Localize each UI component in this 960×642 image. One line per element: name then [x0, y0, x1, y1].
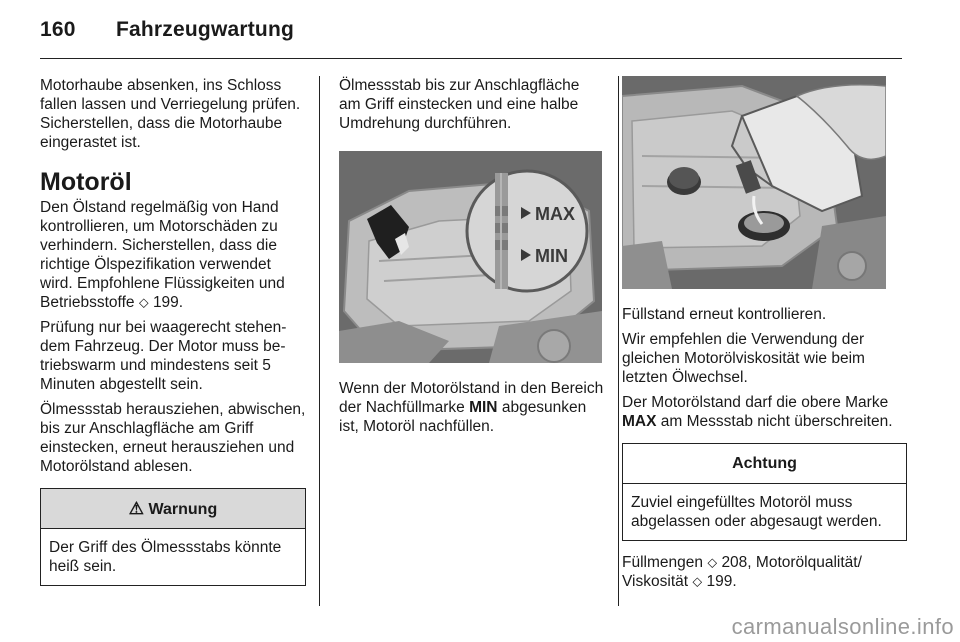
- page-reference-link[interactable]: 199.: [152, 294, 184, 311]
- column-2: [339, 76, 605, 442]
- min-mark-label: MIN: [469, 399, 498, 416]
- section-heading: Motoröl: [40, 168, 132, 196]
- intro-paragraph: Motorhaube absenken, ins Schloss fallen lassen und Verriegelung prüfen. Sicherstellen, dass die Motorhaube eingerastet ist.: [40, 77, 301, 151]
- page-header: [40, 18, 294, 42]
- paragraph: Ölmessstab herausziehen, abwischen, bis zur Anschlagfläche am Griff einstecken, erneut herausziehen und Motorölstand ablesen.: [40, 401, 306, 475]
- paragraph: Prüfung nur bei waagerecht stehendem Fahrzeug. Der Motor muss betriebswarm und mindestens seit 5 Minuten abgestellt sein.: [40, 319, 287, 393]
- dipstick-max-label: MAX: [535, 204, 575, 224]
- paragraph: [40, 198, 306, 312]
- paragraph: Füllstand erneut kontrollieren.: [622, 306, 827, 323]
- warning-triangle-icon: ⚠: [128, 499, 145, 518]
- column-3: [622, 76, 907, 597]
- page-number: 160: [40, 18, 76, 41]
- warning-title-text: Warnung: [148, 501, 218, 518]
- column-divider: [618, 76, 619, 606]
- paragraph-text: Wenn der Motorölstand in den Bereich der Nachfüllmarke: [339, 380, 604, 416]
- dipstick-min-label: MIN: [535, 246, 568, 266]
- paragraph-text: am Messstab nicht überschreiten.: [660, 413, 893, 430]
- paragraph: Ölmessstab bis zur Anschlagfläche am Griff einstecken und eine halbe Umdrehung durchführen.: [339, 77, 580, 132]
- paragraph-text: Der Motorölstand darf die obere Marke: [622, 394, 889, 411]
- watermark: carmanualsonline.info: [731, 614, 954, 639]
- column-divider: [319, 76, 320, 606]
- caution-box-title: Achtung: [623, 444, 906, 484]
- paragraph: [622, 553, 907, 591]
- page-title: Fahrzeugwartung: [116, 18, 295, 41]
- paragraph: [339, 379, 605, 436]
- header-rule: [40, 58, 902, 59]
- warning-box-title: [41, 489, 305, 529]
- caution-box-body: Zuviel eingefülltes Motoröl muss abgelassen oder abgesaugt werden.: [631, 494, 882, 530]
- max-mark-label: MAX: [622, 413, 657, 430]
- warning-box-body: Der Griff des Ölmessstabs könnte heiß sein.: [49, 539, 282, 575]
- page-reference-link[interactable]: 199.: [706, 573, 737, 590]
- oil-filling-illustration: [622, 76, 886, 289]
- paragraph: Wir empfehlen die Verwendung der gleichen Motorölviskosität wie beim letzten Ölwechsel.: [622, 331, 865, 386]
- dipstick-illustration: [339, 151, 602, 363]
- reference-arrow-icon: ⬦: [692, 573, 703, 589]
- paragraph-text: Den Ölstand regelmäßig von Hand kontrollieren, um Motorschäden zu verhindern. Sicherstellen, dass die richtige Ölspezifikation verwendet wird. Empfohlene Flüssigkeiten und Betriebsstoffe: [40, 199, 285, 311]
- caution-box: [622, 443, 907, 541]
- reference-arrow-icon: ⬦: [707, 554, 718, 570]
- paragraph: [622, 393, 907, 431]
- column-1: [40, 76, 306, 586]
- paragraph-text: Füllmengen: [622, 554, 703, 571]
- warning-box: [40, 488, 306, 586]
- reference-arrow-icon: ⬦: [138, 294, 149, 310]
- paragraph-text: abgesunken ist, Motoröl nachfüllen.: [339, 399, 587, 435]
- page-reference-link[interactable]: 208, Motorölqualität/ Viskosität: [622, 554, 862, 590]
